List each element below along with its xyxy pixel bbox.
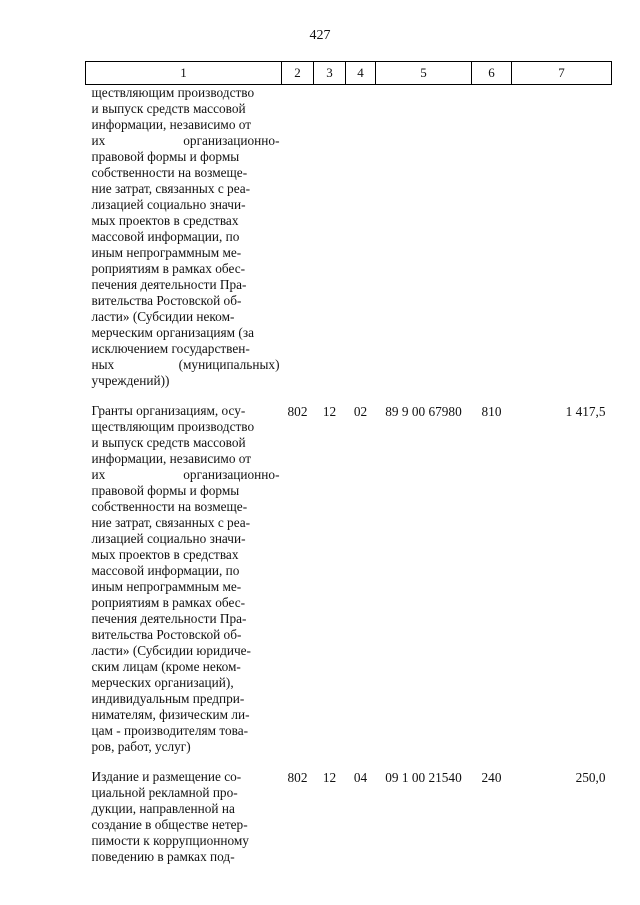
description-line: циальной рекламной про- [91, 785, 238, 800]
description-line: нимателям, физическим ли- [91, 707, 250, 722]
expense-type-cell: 810 [481, 404, 502, 419]
description-line: информации, независимо от [91, 451, 252, 466]
section-code-cell: 12 [322, 770, 337, 785]
description-line: и выпуск средств массовой [91, 101, 246, 116]
description-line: массовой информации, по [91, 563, 240, 578]
description-line [92, 467, 280, 483]
description-line: и выпуск средств массовой [91, 435, 246, 450]
description-line [92, 133, 280, 149]
chapter-code-cell: 802 [287, 770, 308, 785]
description-cell [86, 769, 282, 865]
table-row [86, 403, 612, 755]
description-line: цам - производителям това- [91, 723, 249, 738]
description-word: организационно- [183, 467, 280, 482]
description-line: индивидуальным предпри- [91, 691, 245, 706]
description-line: вительства Ростовской об- [91, 293, 242, 308]
description-line [92, 357, 280, 373]
description-word: их [91, 133, 106, 148]
description-line: поведению в рамках под- [91, 849, 235, 864]
expense-type-cell: 240 [481, 770, 502, 785]
section-code-cell [314, 85, 346, 390]
description-line: печения деятельности Пра- [91, 277, 247, 292]
description-line: пимости к коррупционному [91, 833, 249, 848]
description-line: ласти» (Субсидии юридиче- [91, 643, 251, 658]
description-line: правовой формы и формы [91, 483, 240, 498]
description-line: иным непрограммным ме- [91, 579, 242, 594]
description-line: учреждений)) [91, 373, 170, 388]
subsection-code-cell: 02 [353, 404, 368, 419]
description-word: их [91, 467, 106, 482]
description-line: дукции, направленной на [91, 801, 235, 816]
description-word: организационно- [183, 133, 280, 148]
table-row [86, 769, 612, 865]
description-line: правовой формы и формы [91, 149, 240, 164]
description-line: создание в обществе нетер- [91, 817, 248, 832]
row-gap [86, 755, 612, 769]
description-line: исключением государствен- [91, 341, 250, 356]
section-code-cell: 12 [322, 404, 337, 419]
header-row [86, 62, 612, 85]
description-line: массовой информации, по [91, 229, 240, 244]
row-gap-cell [86, 755, 612, 769]
expense-type-cell [472, 85, 512, 390]
description-line: мерческим организациям (за [91, 325, 254, 340]
description-word: (муниципальных) [178, 357, 280, 372]
description-line: печения деятельности Пра- [91, 611, 247, 626]
header-col-2: 2 [282, 62, 314, 85]
description-line: собственности на возмеще- [91, 499, 248, 514]
chapter-code-cell: 802 [287, 404, 308, 419]
description-word: ных [91, 357, 115, 372]
description-line: мерческих организаций), [91, 675, 234, 690]
description-line: ние затрат, связанных с реа- [91, 515, 251, 530]
chapter-code-cell [282, 85, 314, 390]
header-col-3: 3 [314, 62, 346, 85]
amount-cell: 250,0 [575, 770, 606, 785]
header-col-5: 5 [376, 62, 472, 85]
budget-table [85, 61, 612, 865]
target-article-cell: 89 9 00 67980 [385, 404, 462, 419]
description-line: мых проектов в средствах [91, 213, 239, 228]
description-line: ским лицам (кроме неком- [91, 659, 241, 674]
description-line: Издание и размещение со- [91, 769, 242, 784]
description-line: ществляющим производство [91, 85, 255, 100]
description-line: собственности на возмеще- [91, 165, 248, 180]
description-cell [86, 403, 282, 755]
row-gap [86, 389, 612, 403]
amount-cell: 1 417,5 [565, 404, 606, 419]
subsection-code-cell: 04 [353, 770, 368, 785]
description-line: иным непрограммным ме- [91, 245, 242, 260]
description-line: ществляющим производство [91, 419, 255, 434]
header-col-4: 4 [346, 62, 376, 85]
description-line: лизацией социально значи- [91, 531, 246, 546]
target-article-cell [376, 85, 472, 390]
page-number: 427 [309, 28, 331, 43]
description-line: лизацией социально значи- [91, 197, 246, 212]
description-line: ров, работ, услуг) [91, 739, 191, 754]
description-line: ласти» (Субсидии неком- [91, 309, 235, 324]
table-row [86, 85, 612, 390]
row-gap-cell [86, 389, 612, 403]
description-line: Гранты организациям, осу- [91, 403, 246, 418]
description-line: мых проектов в средствах [91, 547, 239, 562]
description-line: вительства Ростовской об- [91, 627, 242, 642]
description-line: ние затрат, связанных с реа- [91, 181, 251, 196]
target-article-cell: 09 1 00 21540 [385, 770, 462, 785]
description-line: информации, независимо от [91, 117, 252, 132]
header-col-7: 7 [512, 62, 612, 85]
header-col-6: 6 [472, 62, 512, 85]
amount-cell [512, 85, 612, 390]
description-line: роприятиям в рамках обес- [91, 261, 246, 276]
header-col-1: 1 [86, 62, 282, 85]
description-line: роприятиям в рамках обес- [91, 595, 246, 610]
subsection-code-cell [346, 85, 376, 390]
description-cell [86, 85, 282, 390]
